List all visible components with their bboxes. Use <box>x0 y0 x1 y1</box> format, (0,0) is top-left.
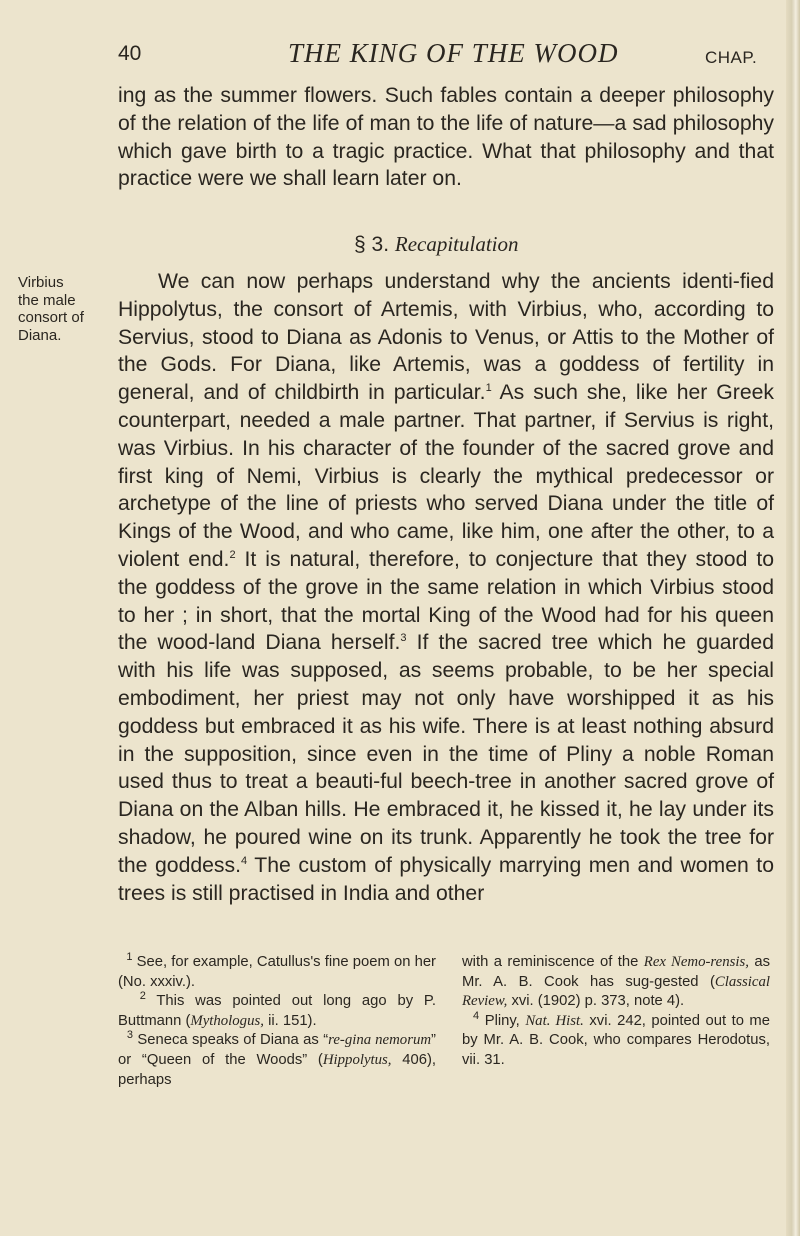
footnote-italic: Classical Review, <box>462 973 770 1010</box>
footnote-italic: Nat. Hist. <box>525 1012 584 1029</box>
text-run: It is natural, therefore, to conjecture that they stood to the goddess of the grove in the same relation in which Virbius stood to her ; in short, that the mortal King of the Wood had for his queen the wood-land Diana herself. <box>118 547 774 655</box>
margin-line: consort of <box>18 309 84 326</box>
chapter-label: CHAP. <box>705 48 758 67</box>
footnote-ref: 4 <box>241 854 248 867</box>
text-run: The custom of physically marrying men and women to trees is still practised in India and other <box>118 853 774 905</box>
text-run: If the sacred tree which he guarded with his life was supposed, as seems probable, to be her special embodiment, her priest may not only have worshipped it as his goddess but embraced it as his wife. There is at least nothing absurd in the supposition, since even in the time of Pliny a noble Roman used thus to treat a beauti-ful beech-tree in another sacred grove of Diana on the Alban hills. He embraced it, he kissed it, he lay under its shadow, he poured wine on its trunk. Apparently he took the tree for the goddess. <box>118 631 774 877</box>
footnote-mark: 1 <box>126 951 133 964</box>
footnote-1 <box>118 953 436 992</box>
footnote-ref: 2 <box>229 548 236 561</box>
footnote-italic: Hippolytus, <box>322 1051 392 1068</box>
body-text-top <box>118 82 774 193</box>
footnote-2 <box>118 992 436 1031</box>
footnotes-left-column <box>118 953 436 1090</box>
footnote-text: with a reminiscence of the <box>462 954 644 970</box>
footnote-text: xvi. 242, pointed out to me by Mr. A. B. Cook, who compares Herodotus, vii. 31. <box>462 1012 770 1068</box>
section-heading <box>354 232 519 257</box>
footnote-text: 406), perhaps <box>118 1051 436 1088</box>
footnote-text: ii. 151). <box>263 1012 317 1029</box>
footnote-mark: 4 <box>473 1009 480 1022</box>
margin-line: Diana. <box>18 326 62 344</box>
running-title: THE KING OF THE WOOD <box>288 38 619 68</box>
paragraph: ing as the summer flowers. Such fables contain a deeper philosophy of the relation of the life of man to the life of nature—a sad philosophy which gave birth to a tragic practice. What that philosophy and that practice were we shall learn later on. <box>118 84 774 191</box>
footnote-text: This was pointed out long ago by P. Buttmann ( <box>118 993 436 1029</box>
footnote-text: Seneca speaks of Diana as “ <box>137 1032 329 1049</box>
footnote-text: Pliny, <box>484 1012 526 1029</box>
text-run: We can now perhaps understand why the ancients identi-fied Hippolytus, the consort of Artemis, with Virbius, who, according to Servius, stood to Diana as Adonis to Venus, or Attis to the Mother of the Gods. For Diana, like Artemis, was a goddess of fertility in general, and of childbirth in particular. <box>118 270 774 405</box>
footnote-text: xvi. (1902) p. 373, note 4). <box>507 993 685 1010</box>
footnote-italic: Rex Nemo-rensis, <box>643 954 749 970</box>
footnote-3-continued <box>462 953 770 1012</box>
margin-line: Virbius <box>18 274 64 291</box>
footnote-mark: 3 <box>126 1029 133 1042</box>
footnote-text: See, for example, Catullus's fine poem on her (No. xxxiv.). <box>118 954 436 990</box>
footnote-mark: 2 <box>139 990 146 1003</box>
footnote-3 <box>118 1031 436 1090</box>
footnote-text: ” or “Queen of the Woods” ( <box>118 1032 436 1068</box>
footnote-italic: Mythologus, <box>190 1012 264 1029</box>
footnote-ref: 3 <box>400 632 407 645</box>
body-text-main <box>118 268 774 907</box>
section-number: § 3. <box>354 233 390 256</box>
paragraph <box>118 268 774 907</box>
running-header <box>118 38 768 72</box>
footnote-italic: re-gina nemorum <box>328 1032 432 1049</box>
margin-note <box>18 274 96 344</box>
page-number: 40 <box>118 42 142 65</box>
page-edge <box>786 0 800 1236</box>
text-run: As such she, like her Greek counterpart, needed a male partner. That partner, if Servius is right, was Virbius. In his character of the founder of the sacred grove and first king of Nemi, Virbius is clearly the mythical predecessor or archetype of the line of priests who served Diana under the title of Kings of the Wood, and who came, like him, one after the other, to a violent end. <box>118 381 774 571</box>
margin-line: the male <box>18 291 76 309</box>
footnote-ref: 1 <box>485 382 492 395</box>
footnote-text: as Mr. A. B. Cook has sug-gested ( <box>462 954 770 990</box>
footnotes-right-column <box>462 953 770 1071</box>
footnote-4 <box>462 1009 770 1071</box>
section-title: Recapitulation <box>394 232 519 256</box>
